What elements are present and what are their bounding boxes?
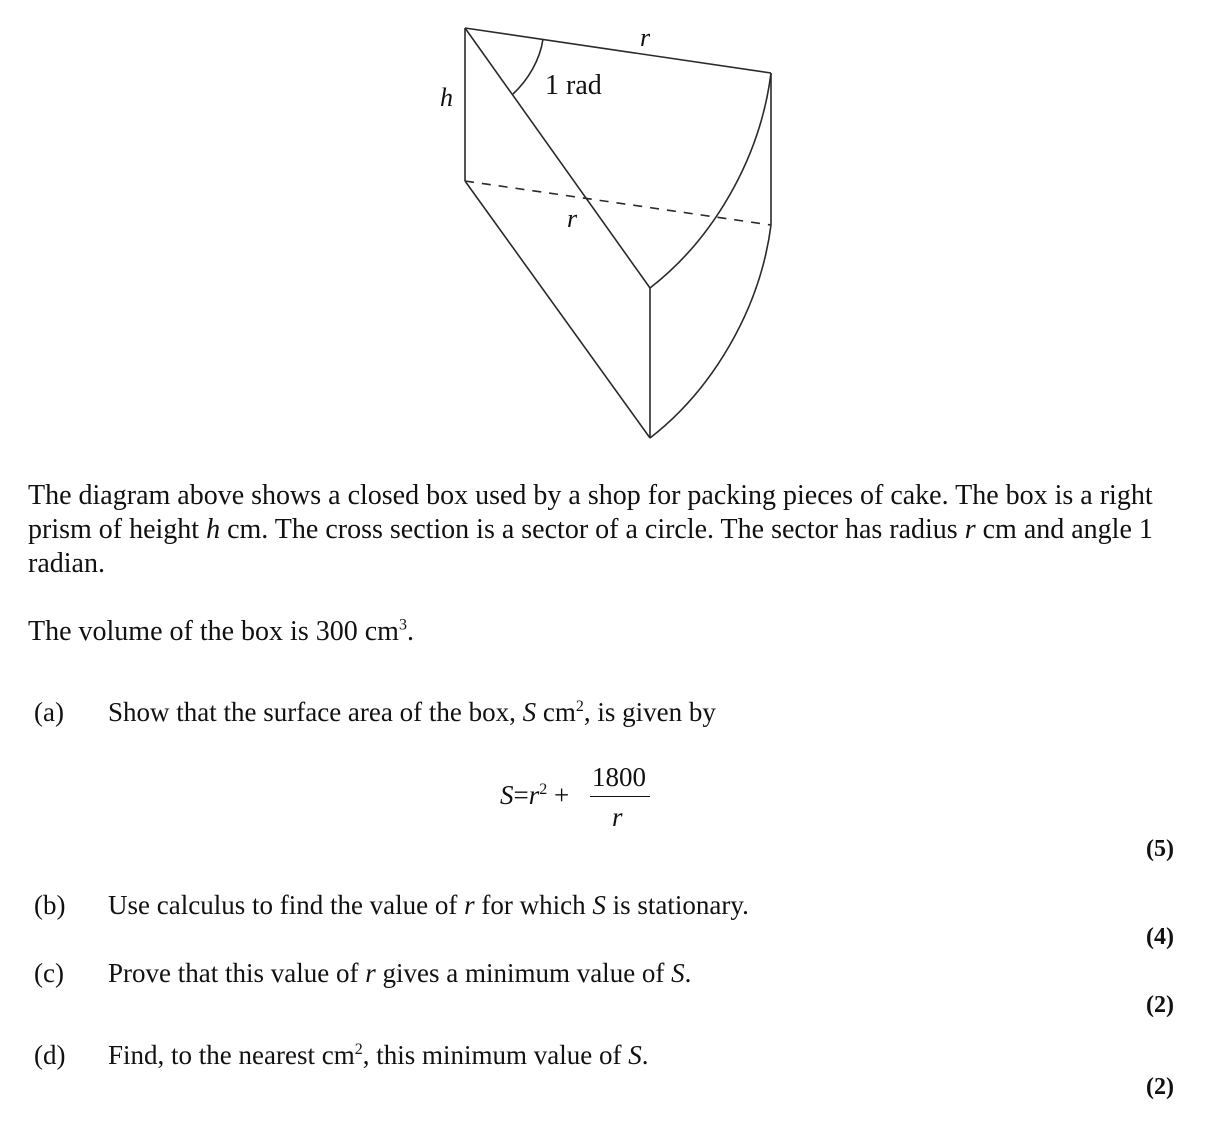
volume-statement: The volume of the box is 300 $cm^3$. xyxy=(28,616,414,647)
intro-paragraph: The diagram above shows a closed box used by a shop for packing pieces of cake. The box is a right prism of height h cm. The cross section is a sector of a circle. The sector has radius r cm and angle 1 radian. xyxy=(28,480,1153,579)
part-a-label: (a) xyxy=(34,697,64,727)
part-c-marks: (2) xyxy=(1146,992,1174,1018)
part-a-marks: (5) xyxy=(1146,836,1174,862)
surface-area-formula: $S=r^2$ + 1800 r xyxy=(500,762,660,832)
part-d-label: (d) xyxy=(34,1040,66,1070)
bottom-arc xyxy=(650,225,771,438)
fraction-bar xyxy=(590,796,650,797)
formula-numerator: 1800 xyxy=(592,762,646,792)
top-radius-edge xyxy=(465,28,771,73)
part-b-label: (b) xyxy=(34,890,66,920)
label-r-top: r xyxy=(640,23,651,52)
part-b-marks: (4) xyxy=(1146,924,1174,950)
label-h: h xyxy=(440,83,453,112)
part-b-text: Use calculus to find the value of r for which S is stationary. xyxy=(108,890,749,920)
part-c-label: (c) xyxy=(34,958,64,988)
label-r-bottom: r xyxy=(567,204,578,233)
bottom-diagonal-radius xyxy=(465,181,650,438)
prism-diagram xyxy=(0,0,1208,460)
top-arc xyxy=(650,73,771,288)
part-d-marks: (2) xyxy=(1146,1074,1174,1100)
angle-arc xyxy=(513,39,543,94)
part-c-text: Prove that this value of r gives a minimum value of S. xyxy=(108,958,692,988)
part-a-text: Show that the surface area of the box, S $cm^2$, is given by xyxy=(108,697,716,727)
formula-denominator: r xyxy=(612,802,623,832)
label-angle: 1 rad xyxy=(545,70,602,101)
top-diagonal-radius xyxy=(465,28,650,288)
part-d-text: Find, to the nearest $cm^2$, this minimum value of S. xyxy=(108,1040,649,1070)
